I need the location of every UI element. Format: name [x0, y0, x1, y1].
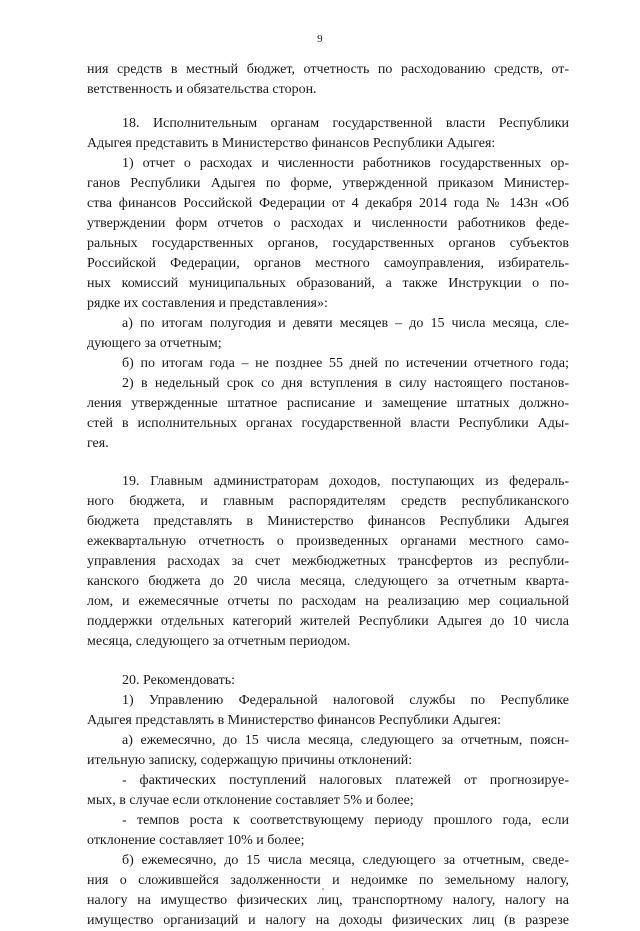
text-line: Российской Федерации, органов местного самоуправления, избиратель- [87, 256, 569, 271]
text-line: 2) в недельный срок со дня вступления в силу настоящего постанов- [122, 376, 569, 391]
text-line: ганов Республики Адыгея по форме, утвержденной приказом Министер- [87, 176, 569, 191]
text-line: месяца, следующего за отчетным периодом. [87, 634, 351, 649]
text-line: управления расходах за счет межбюджетных трансфертов из республи- [87, 554, 569, 569]
text-line: ральных государственных органов, государственных органов субъектов [87, 236, 569, 251]
text-line: ительную записку, содержащую причины отклонений: [87, 753, 413, 768]
text-line: ства финансов Российской Федерации от 4 декабря 2014 года № 143н «Об [87, 196, 569, 211]
page-number: 9 [317, 33, 323, 45]
text-line: - темпов роста к соответствующему периоду прошлого года, если [122, 813, 569, 828]
text-line: дующего за отчетным; [87, 336, 222, 351]
text-line: канского бюджета до 20 числа месяца, следующего за отчетным кварта- [87, 574, 569, 589]
paragraph-19-heading: 19. Главным администраторам доходов, поступающих из федераль- [122, 474, 569, 489]
text-line: лом, и ежемесячные отчеты по расходам на реализацию мер социальной [87, 594, 569, 609]
text-line: Адыгея представить в Министерство финансов Республики Адыгея: [87, 136, 496, 151]
text-line: - фактических поступлений налоговых платежей от прогнозируе- [122, 773, 569, 788]
text-line: бюджета представлять в Министерство финансов Республики Адыгея [87, 514, 569, 529]
text-line: ления утвержденные штатное расписание и замещение штатных должно- [87, 396, 569, 411]
text-line: мых, в случае если отклонение составляет 5% и более; [87, 793, 414, 808]
text-line: поддержки отдельных категорий жителей Республики Адыгея до 10 числа [87, 614, 569, 629]
text-line: ния средств в местный бюджет, отчетность по расходованию средств, от- [87, 62, 569, 77]
text-line: гея. [87, 436, 109, 451]
text-line: 1) отчет о расходах и численности работников государственных ор- [122, 156, 569, 171]
text-line: 1) Управлению Федеральной налоговой службы по Республике [122, 693, 569, 708]
scan-speck [322, 888, 324, 890]
text-line: отклонение составляет 10% и более; [87, 833, 305, 848]
text-line: рядке их составления и представления»: [87, 296, 328, 311]
text-line: ежеквартальную отчетность о произведенных органами местного само- [87, 534, 569, 549]
text-line: стей в исполнительных органах государственной власти Республики Ады- [87, 416, 569, 431]
text-line: утверждении форм отчетов о расходах и численности работников феде- [87, 216, 569, 231]
text-line: Адыгея представлять в Министерство финансов Республики Адыгея: [87, 713, 502, 728]
text-line: а) ежемесячно, до 15 числа месяца, следующего за отчетным, поясн- [122, 733, 569, 748]
text-line: б) ежемесячно, до 15 числа месяца, следующего за отчетным, сведе- [122, 853, 569, 868]
paragraph-18-heading: 18. Исполнительным органам государственной власти Республики [122, 116, 569, 131]
text-line: налогу на имущество физических лиц, транспортному налогу, налогу на [87, 893, 569, 908]
text-line: ного бюджета, и главным распорядителям средств республиканского [87, 494, 569, 509]
text-line: ния о сложившейся задолженности и недоимке по земельному налогу, [87, 873, 569, 888]
paragraph-20-heading: 20. Рекомендовать: [122, 673, 235, 688]
text-line: ветственность и обязательства сторон. [87, 82, 317, 97]
text-line: а) по итогам полугодия и девяти месяцев – до 15 числа месяца, сле- [122, 316, 569, 331]
text-line: б) по итогам года – не позднее 55 дней по истечении отчетного года; [122, 356, 569, 371]
text-line: ных комиссий муниципальных образований, а также Инструкции о по- [87, 276, 569, 291]
text-line: имущество организаций и налогу на доходы физических лиц (в разрезе [87, 913, 569, 928]
